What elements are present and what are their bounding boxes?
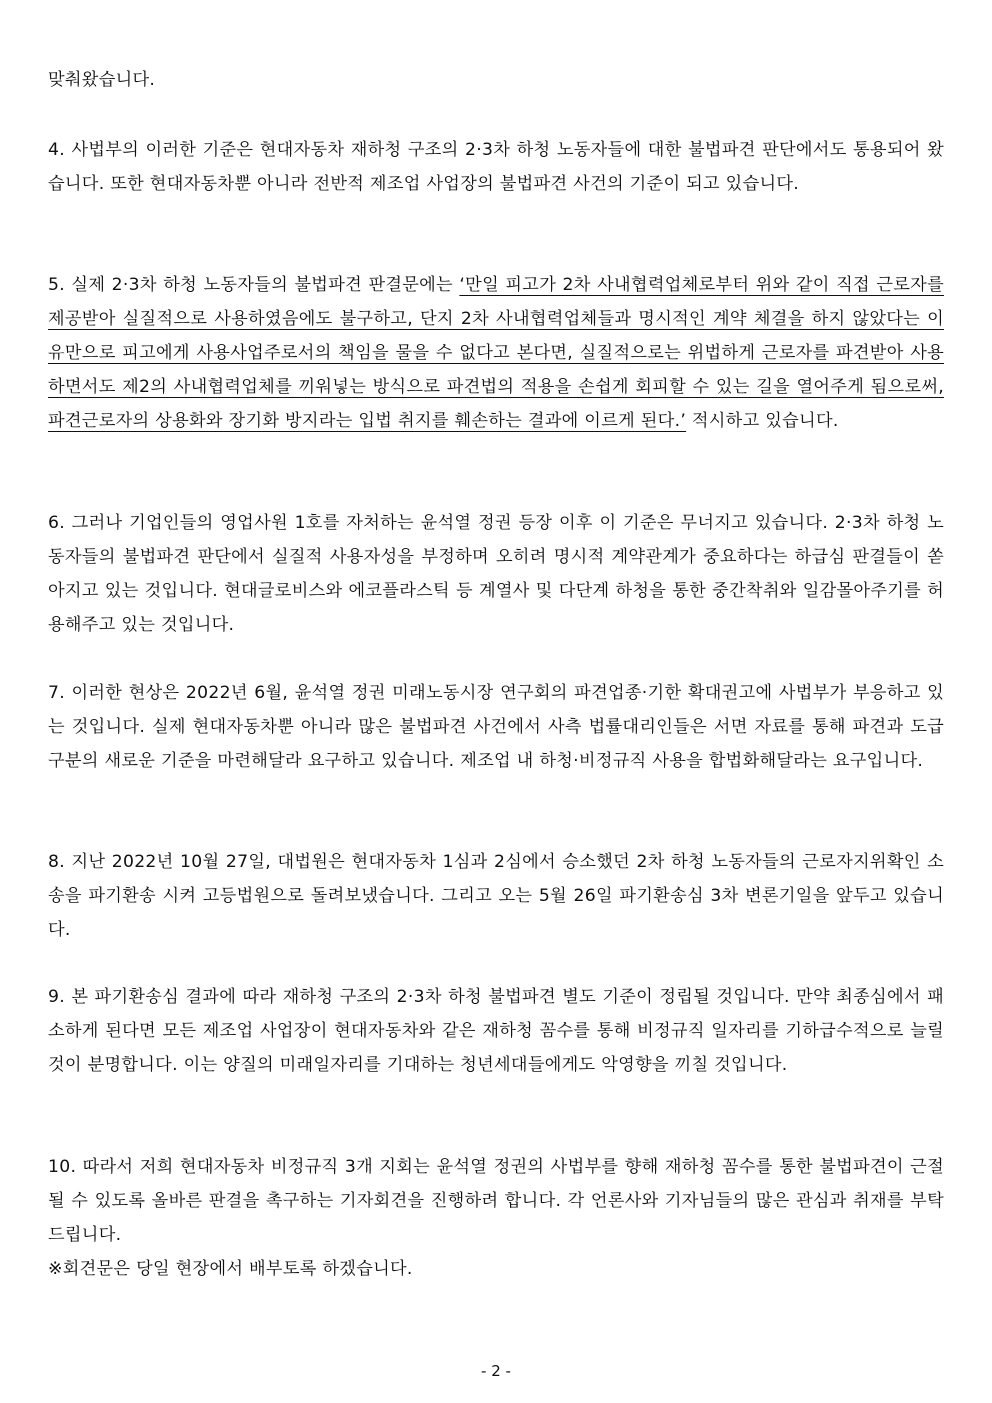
paragraph-10: 10. 따라서 저희 현대자동차 비정규직 3개 지회는 윤석열 정권의 사법부를 향해 재하청 꼼수를 통한 불법파견이 근절될 수 있도록 올바른 판결을 촉구하는 기자회견을 진행하려 합니다. 각 언론사와 기자님들의 많은 관심과 취재를 부탁드립니다. [48,1157,944,1245]
paragraph-5-lead: 5. 실제 2·3차 하청 노동자들의 불법파견 판결문에는 [48,275,460,295]
paragraph-4: 4. 사법부의 이러한 기준은 현대자동차 재하청 구조의 2·3차 하청 노동자들에 대한 불법파견 판단에서도 통용되어 왔습니다. 또한 현대자동차뿐 아니라 전반적 제조업 사업장의 불법파견 사건의 기준이 되고 있습니다. [48,140,944,194]
paragraph-7: 7. 이러한 현상은 2022년 6월, 윤석열 정권 미래노동시장 연구회의 파견업종·기한 확대권고에 사법부가 부응하고 있는 것입니다. 실제 현대자동차뿐 아니라 많은 불법파견 사건에서 사측 법률대리인들은 서면 자료를 통해 파견과 도급 구분의 새로운 기준을 마련해달라 요구하고 있습니다. 제조업 내 하청·비정규직 사용을 합법화해달라는 요구입니다. [48,683,944,771]
page-number: - 2 - [481,1362,511,1380]
paragraph-continuation: 맞춰왔습니다. [48,70,156,90]
paragraph-5-tail: 적시하고 있습니다. [686,411,839,431]
paragraph-6: 6. 그러나 기업인들의 영업사원 1호를 자처하는 윤석열 정권 등장 이후 이 기준은 무너지고 있습니다. 2·3차 하청 노동자들의 불법파견 판단에서 실질적 사용자성을 부정하며 오히려 명시적 계약관계가 중요하다는 하급심 판결들이 쏟아지고 있는 것입니다. 현대글로비스와 에코플라스틱 등 계열사 및 다단계 하청을 통한 중간착취와 일감몰아주기를 허용해주고 있는 것입니다. [48,513,944,635]
paragraph-9: 9. 본 파기환송심 결과에 따라 재하청 구조의 2·3차 하청 불법파견 별도 기준이 정립될 것입니다. 만약 최종심에서 패소하게 된다면 모든 제조업 사업장이 현대자동차와 같은 재하청 꼼수를 통해 비정규직 일자리를 기하급수적으로 늘릴 것이 분명합니다. 이는 양질의 미래일자리를 기대하는 청년세대들에게도 악영향을 끼칠 것입니다. [48,987,944,1075]
paragraph-5 [48,268,944,438]
press-note: ※회견문은 당일 현장에서 배부토록 하겠습니다. [48,1259,413,1279]
court-ruling-quote: ‘만일 피고가 2차 사내협력업체로부터 위와 같이 직접 근로자를 제공받아 실질적으로 사용하였음에도 불구하고, 단지 2차 사내협력업체들과 명시적인 계약 체결을 하지 않았다는 이유만으로 피고에게 사용사업주로서의 책임을 물을 수 없다고 본다면, 실질적으로는 위법하게 근로자를 파견받아 사용하면서도 제2의 사내협력업체를 끼워넣는 방식으로 파견법의 적용을 손쉽게 회피할 수 있는 길을 열어주게 됨으로써, 파견근로자의 상용화와 장기화 방지라는 입법 취지를 훼손하는 결과에 이르게 된다.’ [48,275,944,431]
paragraph-8: 8. 지난 2022년 10월 27일, 대법원은 현대자동차 1심과 2심에서 승소했던 2차 하청 노동자들의 근로자지위확인 소송을 파기환송 시켜 고등법원으로 돌려보냈습니다. 그리고 오는 5월 26일 파기환송심 3차 변론기일을 앞두고 있습니다. [48,852,944,940]
